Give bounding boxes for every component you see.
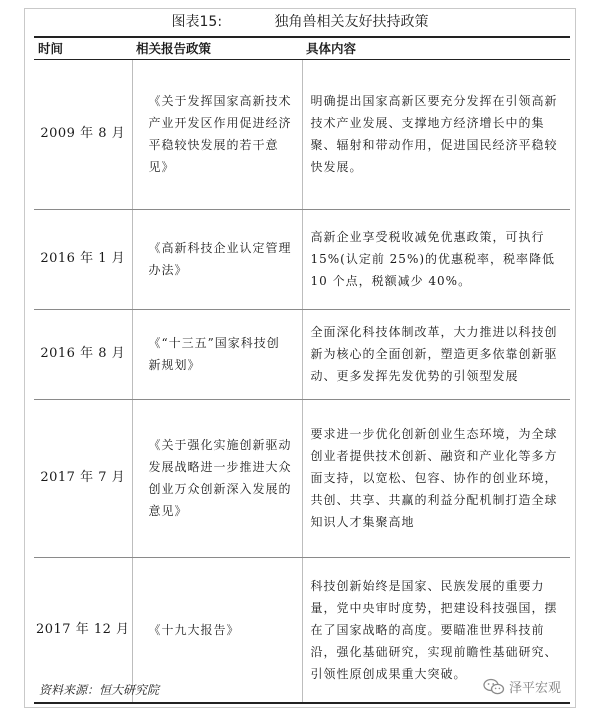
- row-time: 2017 年 12 月: [34, 557, 132, 703]
- figure-frame: [24, 8, 576, 708]
- figure-title-text: 独角兽相关友好扶持政策: [274, 14, 429, 30]
- row-content: 明确提出国家高新区要充分发挥在引领高新技术产业发展、支撑地方经济增长中的集聚、辐射和带动作用，促进国民经济平稳较快发展。: [302, 59, 570, 209]
- table-header-row: [34, 37, 570, 59]
- row-content: 要求进一步优化创新创业生态环境，为全球创业者提供技术创新、融资和产业化等多方面支持，以宽松、包容、协作的创业环境，共创、共享、共赢的利益分配机制打造全球知识人才集聚高地: [302, 399, 570, 557]
- row-policy: 《“十三五”国家科技创新规划》: [132, 309, 302, 399]
- column-header-content: 具体内容: [302, 37, 570, 59]
- row-policy: 《十九大报告》: [132, 557, 302, 703]
- table-row: [34, 309, 570, 399]
- row-policy: 《高新科技企业认定管理办法》: [132, 209, 302, 309]
- column-header-time: 时间: [34, 37, 132, 59]
- figure-label: 图表15:: [171, 14, 223, 30]
- row-content: 全面深化科技体制改革，大力推进以科技创新为核心的全面创新，塑造更多依靠创新驱动、更多发挥先发优势的引领型发展: [302, 309, 570, 399]
- table-row: [34, 399, 570, 557]
- wechat-icon: [483, 678, 505, 696]
- figure-title: [25, 9, 575, 35]
- source-note: 资料来源：恒大研究院: [39, 683, 160, 697]
- table-row: [34, 59, 570, 209]
- row-time: 2009 年 8 月: [34, 59, 132, 209]
- row-time: 2017 年 7 月: [34, 399, 132, 557]
- policy-table: [34, 36, 570, 704]
- row-policy: 《关于发挥国家高新技术产业开发区作用促进经济平稳较快发展的若干意见》: [132, 59, 302, 209]
- watermark: [483, 677, 561, 696]
- row-time: 2016 年 8 月: [34, 309, 132, 399]
- row-policy: 《关于强化实施创新驱动发展战略进一步推进大众创业万众创新深入发展的意见》: [132, 399, 302, 557]
- row-content: 科技创新始终是国家、民族发展的重要力量，党中央审时度势，把建设科技强国，摆在了国家战略的高度。要瞄准世界科技前沿，强化基础研究，实现前瞻性基础研究、引领性原创成果重大突破。: [302, 557, 570, 703]
- table-row: [34, 209, 570, 309]
- row-time: 2016 年 1 月: [34, 209, 132, 309]
- column-header-policy: 相关报告政策: [132, 37, 302, 59]
- watermark-text: 泽平宏观: [508, 681, 561, 696]
- row-content: 高新企业享受税收减免优惠政策，可执行 15%(认定前 25%)的优惠税率，税率降低 10 个点，税额减少 40%。: [302, 209, 570, 309]
